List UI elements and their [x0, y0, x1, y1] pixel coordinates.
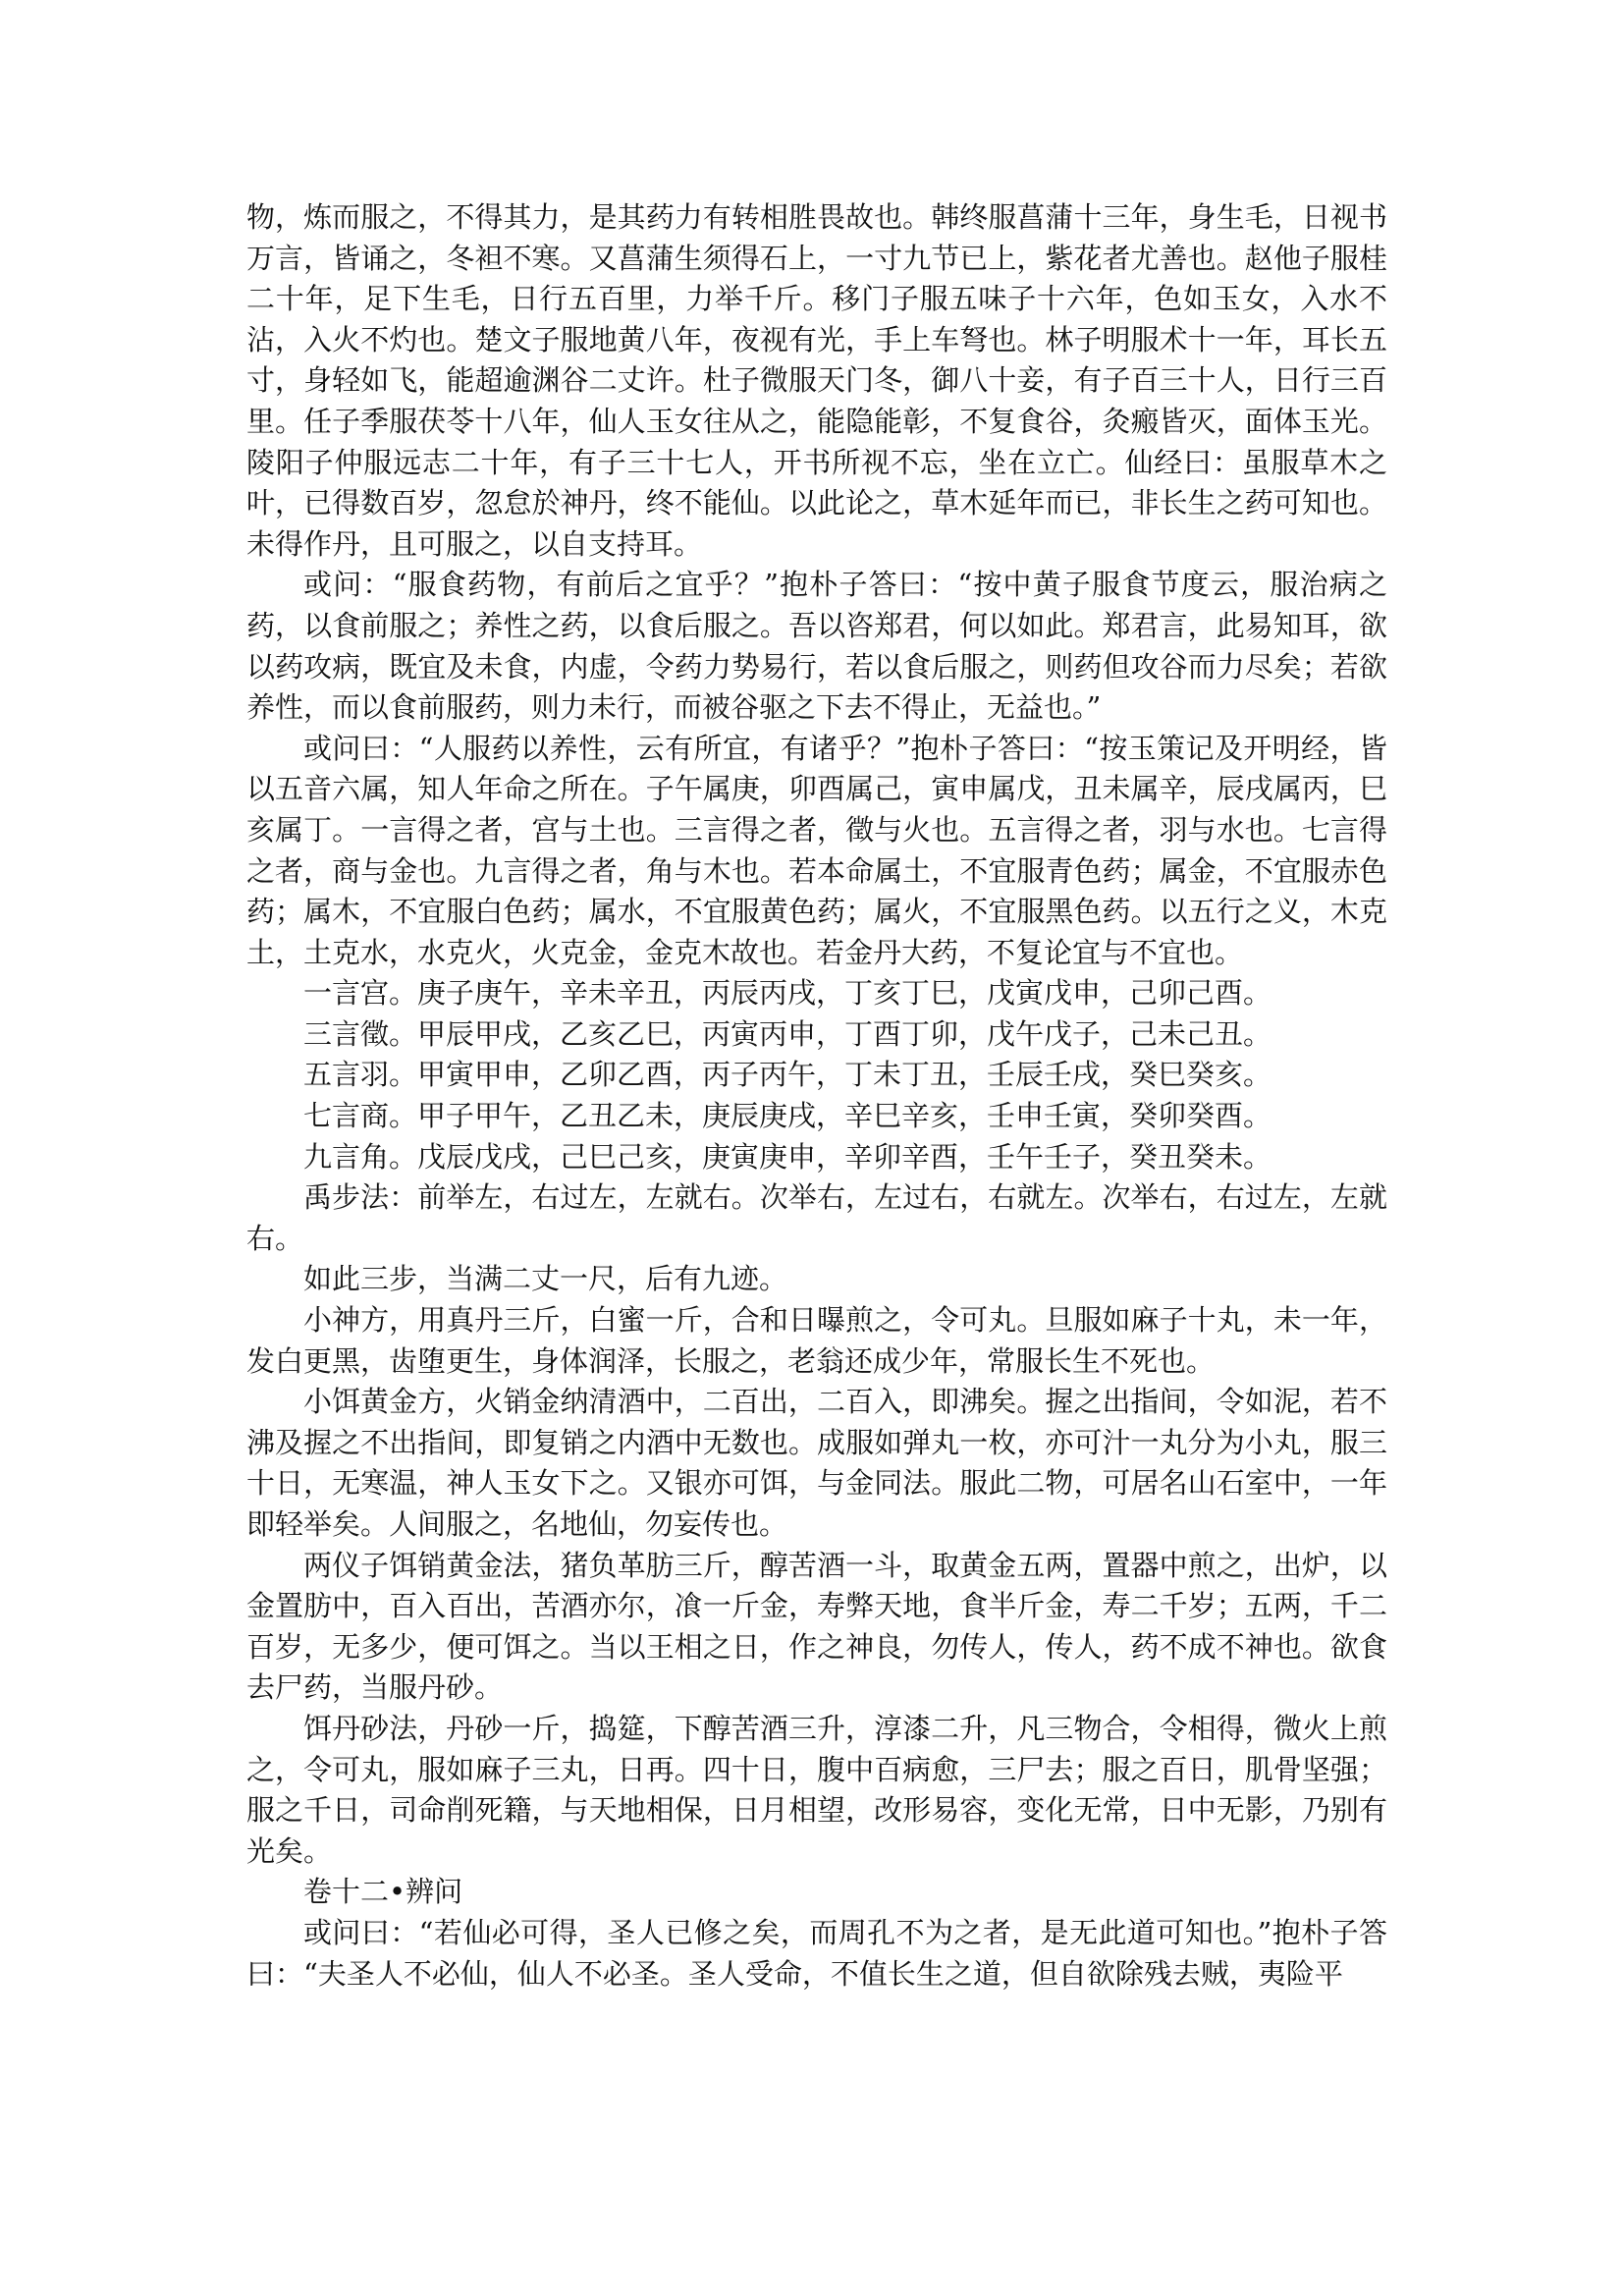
paragraph: 三言徵。甲辰甲戌，乙亥乙巳，丙寅丙申，丁酉丁卯，戊午戊子，己未己丑。: [303, 1016, 1272, 1051]
paragraph: 一言宫。庚子庚午，辛未辛丑，丙辰丙戌，丁亥丁巳，戊寅戊申，己卯己酉。: [303, 976, 1272, 1011]
paragraph: 七言商。甲子甲午，乙丑乙未，庚辰庚戌，辛巳辛亥，壬申壬寅，癸卯癸酉。: [303, 1099, 1272, 1133]
paragraph: 或问曰：“若仙必可得，圣人已修之矣，而周孔不为之者，是无此道可知也。”抱朴子答曰：“夫圣人不必仙，仙人不必圣。圣人受命，不值长生之道，但自欲除残去贼，夷险平: [246, 1915, 1387, 1991]
paragraph: 小神方，用真丹三斤，白蜜一斤，合和日曝煎之，令可丸。旦服如麻子十丸，未一年，发白更黑，齿堕更生，身体润泽，长服之，老翁还成少年，常服长生不死也。: [246, 1303, 1387, 1378]
paragraph: 或问：“服食药物，有前后之宜乎？”抱朴子答曰：“按中黄子服食节度云，服治病之药，以食前服之；养性之药，以食后服之。吾以咨郑君，何以如此。郑君言，此易知耳，欲以药攻病，既宜及未食，内虚，令药力势易行，若以食后服之，则药但攻谷而力尽矣；若欲养性，而以食前服药，则力未行，而被谷驱之下去不得止，无益也。”: [246, 568, 1387, 725]
paragraph: 小饵黄金方，火销金纳清酒中，二百出，二百入，即沸矣。握之出指间，令如泥，若不沸及握之不出指间，即复销之内酒中无数也。成服如弹丸一枚，亦可汁一丸分为小丸，服三十日，无寒温，神人玉女下之。又银亦可饵，与金同法。服此二物，可居名山石室中，一年即轻举矣。人间服之，名地仙，勿妄传也。: [246, 1385, 1387, 1541]
paragraph: 物，炼而服之，不得其力，是其药力有转相胜畏故也。韩终服菖蒲十三年，身生毛，日视书万言，皆诵之，冬袒不寒。又菖蒲生须得石上，一寸九节已上，紫花者尤善也。赵他子服桂二十年，足下生毛，日行五百里，力举千斤。移门子服五味子十六年，色如玉女，入水不沾，入火不灼也。楚文子服地黄八年，夜视有光，手上车弩也。林子明服术十一年，耳长五寸，身轻如飞，能超逾渊谷二丈许。杜子微服天门冬，御八十妾，有子百三十人，日行三百里。任子季服茯苓十八年，仙人玉女往从之，能隐能彰，不复食谷，灸瘢皆灭，面体玉光。陵阳子仲服远志二十年，有子三十七人，开书所视不忘，坐在立亡。仙经曰：虽服草木之叶，已得数百岁，忽怠於神丹，终不能仙。以此论之，草木延年而已，非长生之药可知也。未得作丹，且可服之，以自支持耳。: [246, 200, 1387, 561]
paragraph: 五言羽。甲寅甲申，乙卯乙酉，丙子丙午，丁未丁丑，壬辰壬戌，癸巳癸亥。: [303, 1058, 1272, 1092]
paragraph: 饵丹砂法，丹砂一斤，捣筵，下醇苦酒三升，淳漆二升，凡三物合，令相得，微火上煎之，令可丸，服如麻子三丸，日再。四十日，腹中百病愈，三尸去；服之百日，肌骨坚强；服之千日，司命削死籍，与天地相保，日月相望，改形易容，变化无常，日中无影，乃别有光矣。: [246, 1711, 1387, 1868]
paragraph: 禹步法：前举左，右过左，左就右。次举右，左过右，右就左。次举右，右过左，左就右。: [246, 1180, 1387, 1255]
paragraph: 或问曰：“人服药以养性，云有所宜，有诸乎？”抱朴子答曰：“按玉策记及开明经，皆以五音六属，知人年命之所在。子午属庚，卯酉属己，寅申属戊，丑未属辛，辰戌属丙，巳亥属丁。一言得之者，宫与土也。三言得之者，徵与火也。五言得之者，羽与水也。七言得之者，商与金也。九言得之者，角与木也。若本命属土，不宜服青色药；属金，不宜服赤色药；属木，不宜服白色药；属水，不宜服黄色药；属火，不宜服黑色药。以五行之义，木克土，土克水，水克火，火克金，金克木故也。若金丹大药，不复论宜与不宜也。: [246, 731, 1387, 969]
paragraph: 两仪子饵销黄金法，猪负革肪三斤，醇苦酒一斗，取黄金五两，置器中煎之，出炉，以金置肪中，百入百出，苦酒亦尔，飡一斤金，寿弊天地，食半斤金，寿二千岁；五两，千二百岁，无多少，便可饵之。当以王相之日，作之神良，勿传人，传人，药不成不神也。欲食去尸药，当服丹砂。: [246, 1548, 1387, 1705]
paragraph: 九言角。戊辰戊戌，己巳己亥，庚寅庚申，辛卯辛酉，壬午壬子，癸丑癸未。: [303, 1139, 1272, 1174]
paragraph: 如此三步，当满二丈一尺，后有九迹。: [303, 1262, 788, 1296]
document-body: [246, 197, 1387, 1995]
paragraph: 卷十二•辨问: [303, 1875, 463, 1909]
